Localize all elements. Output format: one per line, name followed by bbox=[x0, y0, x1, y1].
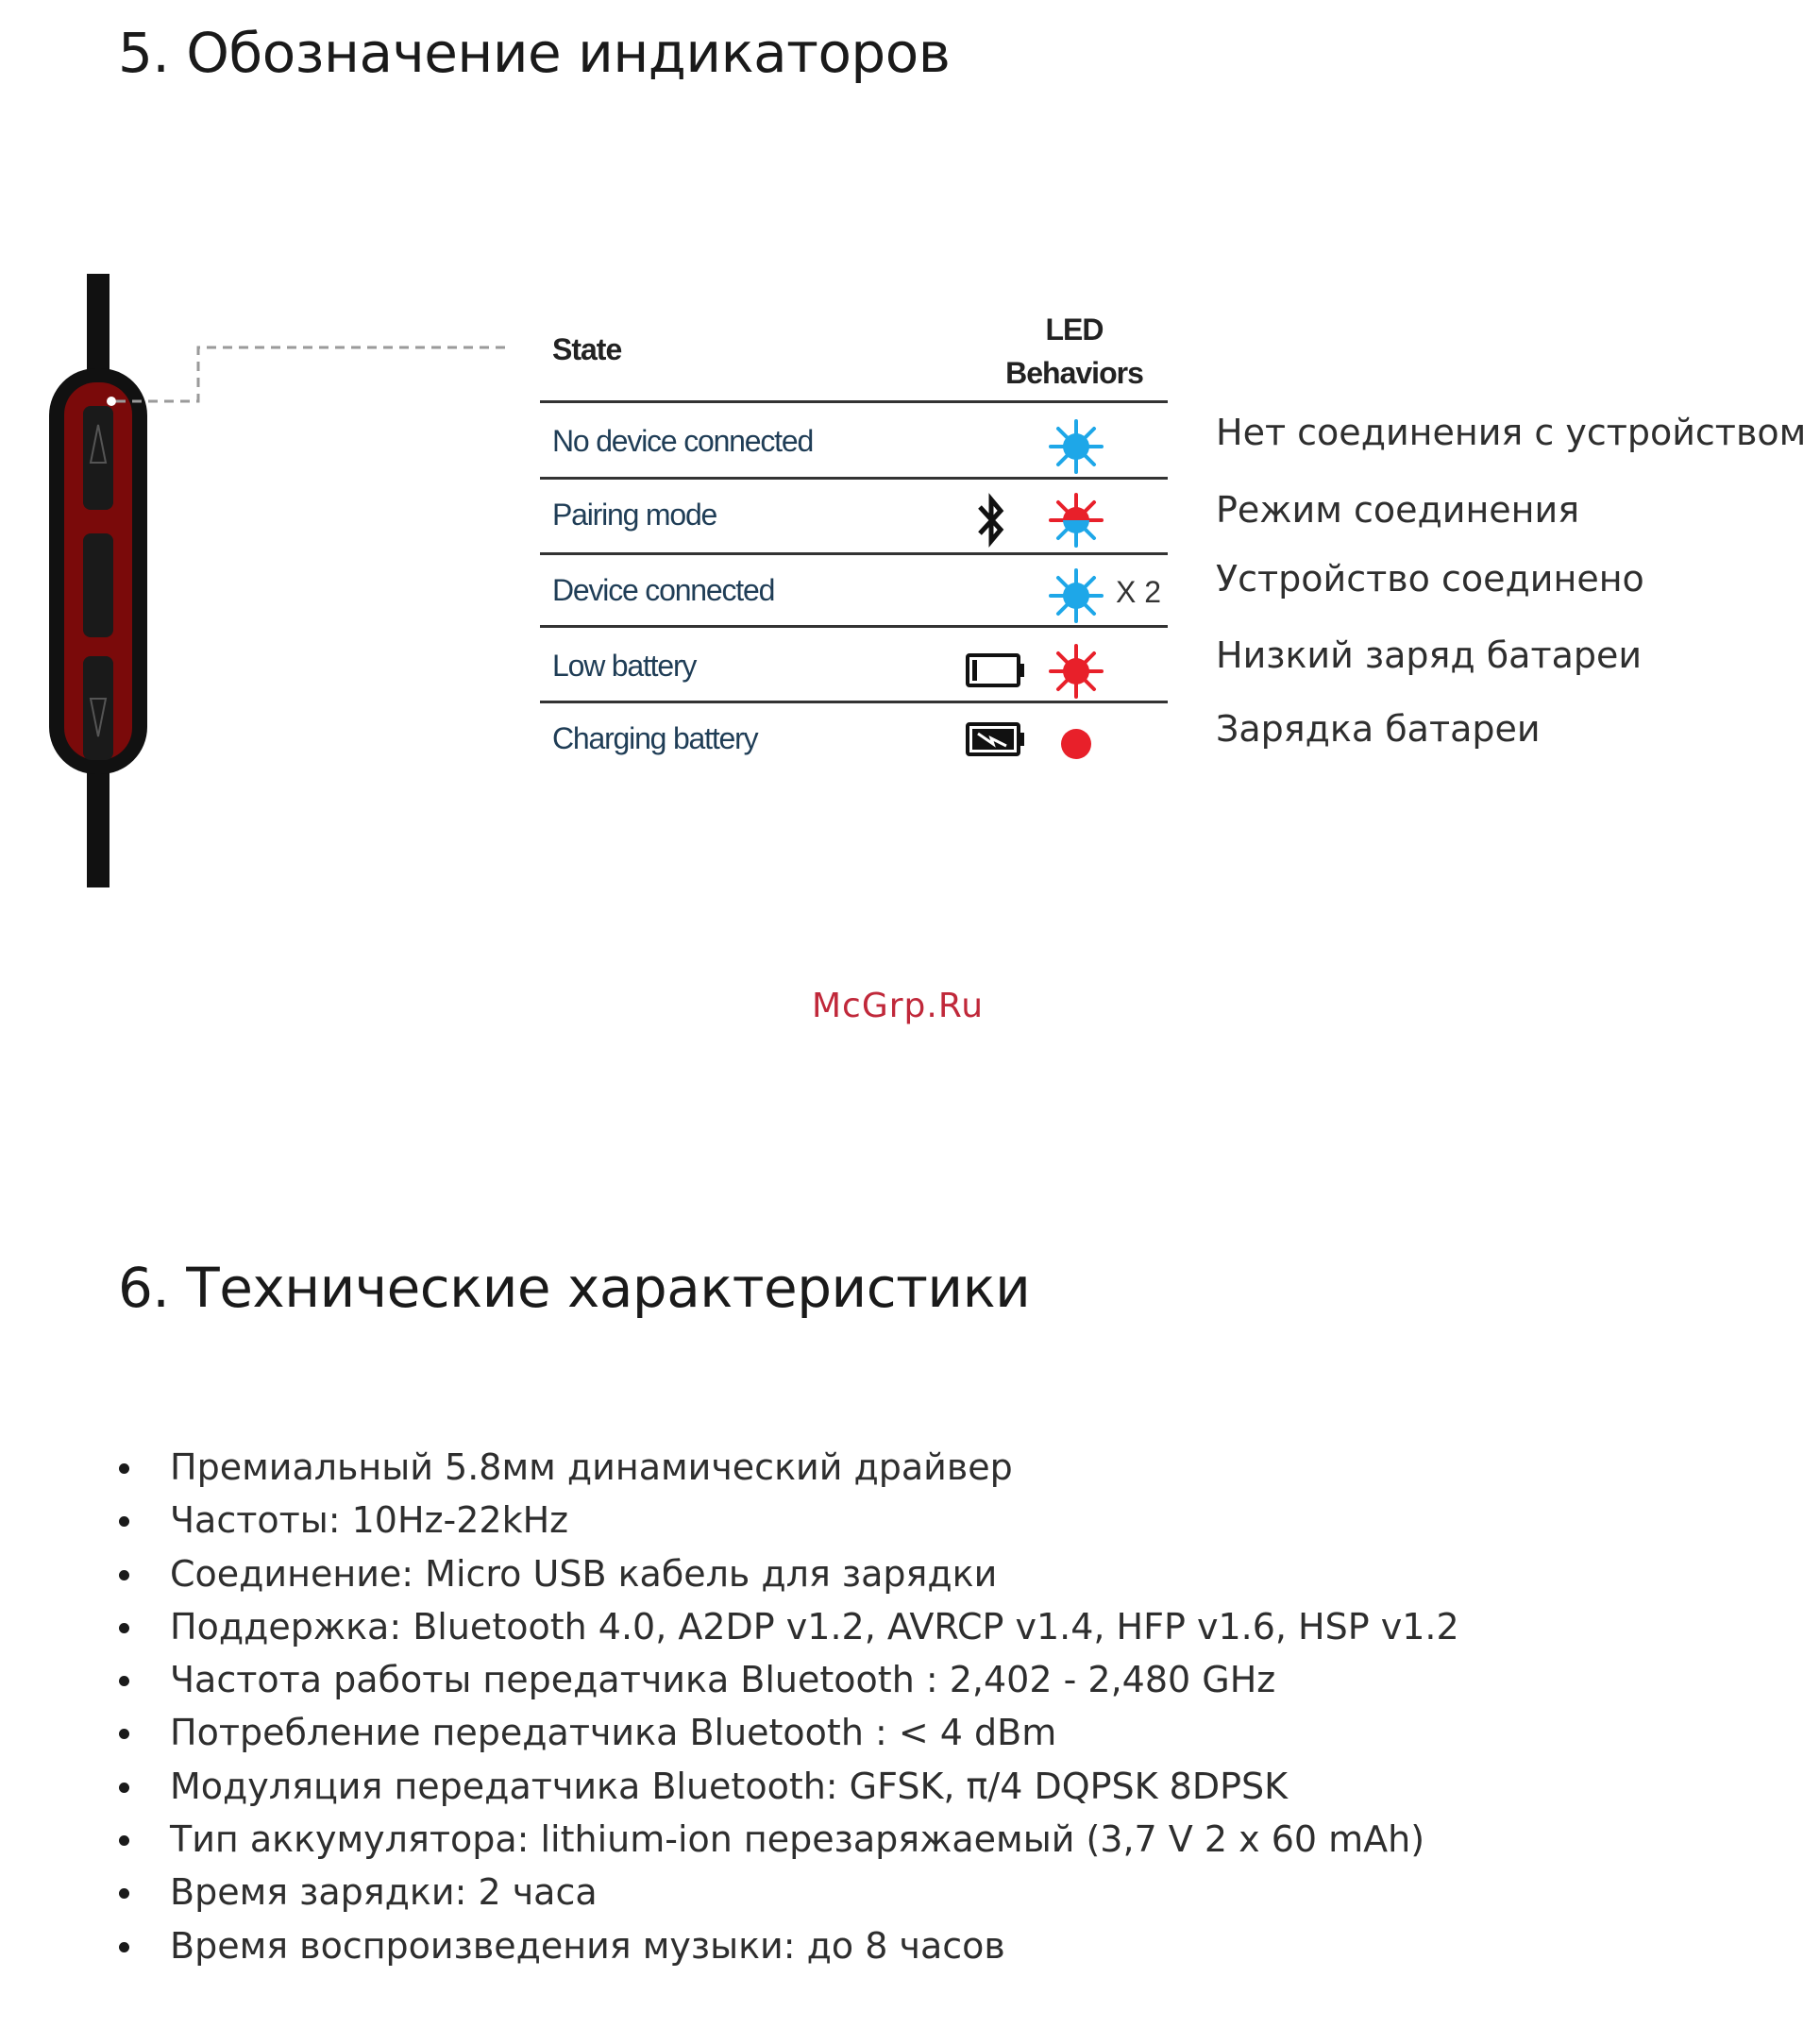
description-pairing: Режим соединения bbox=[1216, 489, 1580, 531]
list-item: Частоты: 10Hz-22kHz bbox=[113, 1494, 1459, 1546]
leader-line bbox=[116, 347, 510, 401]
state-label: Pairing mode bbox=[552, 498, 717, 532]
list-item: Премиальный 5.8мм динамический драйвер bbox=[113, 1441, 1459, 1494]
volume-up-button bbox=[83, 406, 113, 510]
state-label: No device connected bbox=[552, 424, 814, 458]
battery-low-icon bbox=[965, 652, 1027, 690]
list-item: Соединение: Micro USB кабель для зарядки bbox=[113, 1547, 1459, 1600]
cable-bottom bbox=[87, 765, 110, 887]
state-label: Charging battery bbox=[552, 721, 758, 755]
table-rule bbox=[540, 477, 1168, 480]
specs-list bbox=[113, 1441, 1459, 1972]
list-item: Потребление передатчика Bluetooth : < 4 dBm bbox=[113, 1706, 1459, 1759]
state-column-header: State bbox=[552, 332, 622, 366]
table-row-pairing bbox=[540, 484, 1168, 550]
section-6-title: 6. Технические характеристики bbox=[118, 1256, 1031, 1320]
watermark: McGrp.Ru bbox=[812, 987, 985, 1025]
list-item: Время воспроизведения музыки: до 8 часов bbox=[113, 1919, 1459, 1972]
table-row-low-battery bbox=[540, 635, 1168, 701]
table-rule bbox=[540, 400, 1168, 403]
table-row-no-device bbox=[540, 411, 1168, 477]
flash-multiplier: X 2 bbox=[1116, 575, 1162, 609]
description-low-battery: Низкий заряд батареи bbox=[1216, 634, 1643, 676]
list-item: Модуляция передатчика Bluetooth: GFSK, π/4 DQPSK 8DPSK bbox=[113, 1760, 1459, 1813]
led-red-flash-icon bbox=[1048, 643, 1104, 700]
multifunction-button bbox=[83, 533, 113, 637]
table-row-charging bbox=[540, 708, 1168, 774]
remote-control-illustration bbox=[38, 274, 529, 897]
led-behaviors-column-header: LED Behaviors bbox=[1005, 313, 1143, 390]
battery-charging-icon bbox=[965, 721, 1027, 759]
led-indicator-dot bbox=[107, 397, 116, 406]
description-no-device: Нет соединения с устройством bbox=[1216, 412, 1807, 453]
volume-down-button bbox=[83, 656, 113, 760]
list-item: Частота работы передатчика Bluetooth : 2,402 - 2,480 GHz bbox=[113, 1653, 1459, 1706]
description-connected: Устройство соединено bbox=[1216, 558, 1644, 600]
state-label: Low battery bbox=[552, 649, 697, 683]
led-red-blue-flash-icon bbox=[1048, 492, 1104, 549]
list-item: Время зарядки: 2 часа bbox=[113, 1866, 1459, 1918]
table-row-connected bbox=[540, 560, 1168, 626]
bluetooth-icon bbox=[972, 492, 1010, 549]
list-item: Тип аккумулятора: lithium-ion перезаряжаемый (3,7 V 2 x 60 mAh) bbox=[113, 1813, 1459, 1866]
table-rule bbox=[540, 552, 1168, 555]
led-red-solid-icon bbox=[1048, 716, 1104, 772]
led-blue-flash-icon bbox=[1048, 567, 1104, 624]
description-charging: Зарядка батареи bbox=[1216, 708, 1541, 750]
led-blue-flash-icon bbox=[1048, 418, 1104, 475]
section-5-title: 5. Обозначение индикаторов bbox=[118, 21, 951, 85]
list-item: Поддержка: Bluetooth 4.0, A2DP v1.2, AVRCP v1.4, HFP v1.6, HSP v1.2 bbox=[113, 1600, 1459, 1653]
state-label: Device connected bbox=[552, 573, 775, 607]
